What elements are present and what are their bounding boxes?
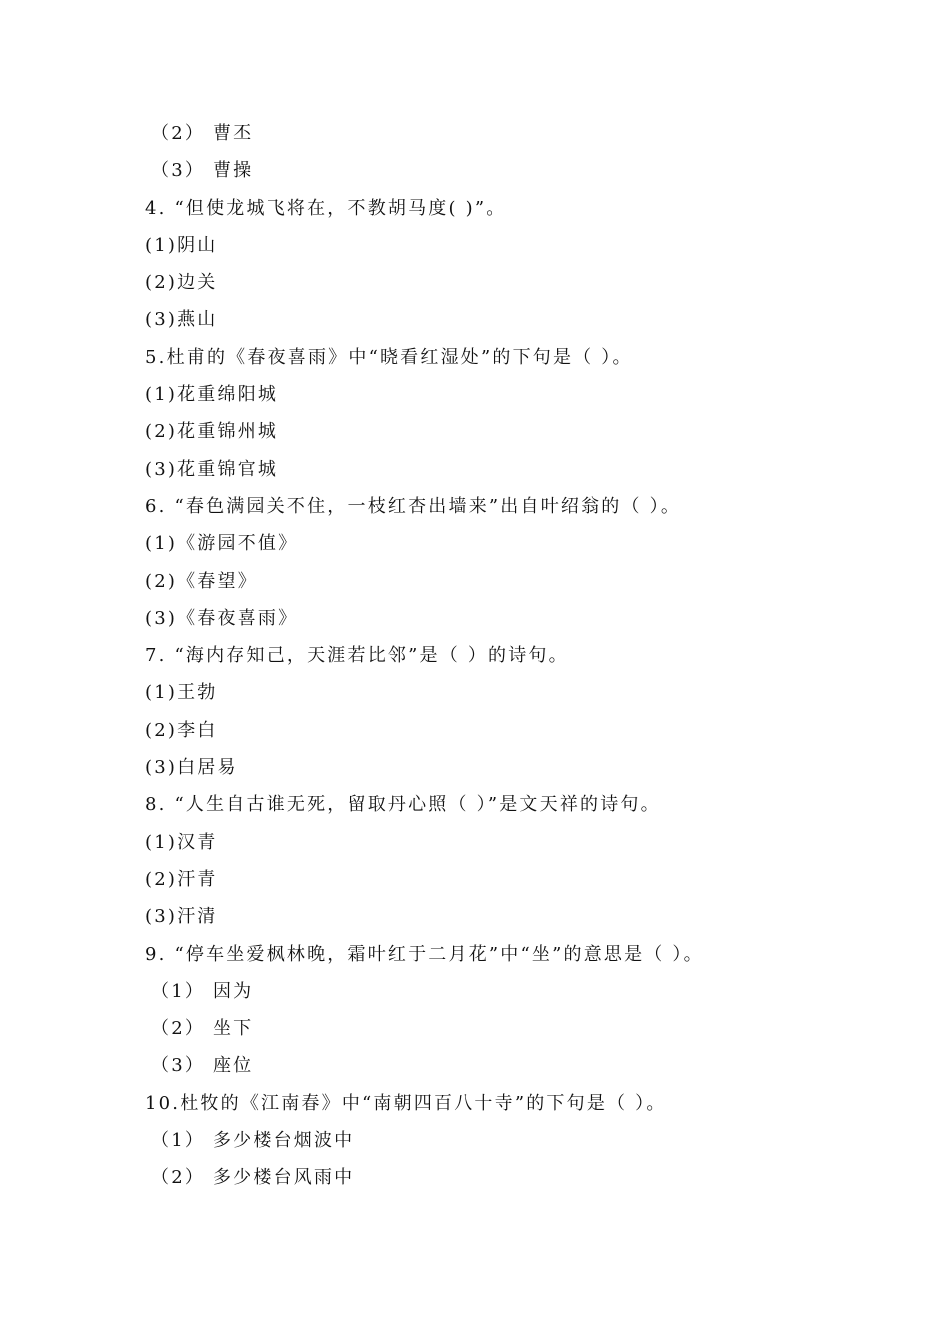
option-line: (3)白居易 [145, 757, 238, 779]
option-line: (2)花重锦州城 [145, 421, 279, 443]
question-line: 9. “停车坐爱枫林晚，霜叶红于二月花”中“坐”的意思是（ ）。 [145, 943, 704, 965]
option-line: (1)汉青 [145, 831, 218, 853]
option-line: (2)李白 [145, 719, 218, 741]
question-line: 4. “但使龙城飞将在，不教胡马度( )”。 [145, 197, 507, 219]
option-line: (1)花重绵阳城 [145, 384, 279, 406]
option-line: (1)阴山 [145, 234, 218, 256]
option-line: (1)《游园不值》 [145, 533, 299, 555]
option-line: （2） 曹丕 [151, 123, 254, 144]
option-line: (3)花重锦官城 [145, 458, 279, 480]
option-line: （2） 坐下 [151, 1018, 254, 1040]
option-line: (2)汗青 [145, 868, 218, 890]
option-line: (1)王勃 [145, 682, 218, 704]
option-line: （3） 曹操 [151, 160, 254, 182]
question-line: 10.杜牧的《江南春》中“南朝四百八十寺”的下句是（ ）。 [145, 1092, 667, 1114]
option-line: （2） 多少楼台风雨中 [151, 1167, 355, 1189]
text-body [145, 115, 865, 1197]
question-line: 7. “海内存知己，天涯若比邻”是（ ）的诗句。 [145, 645, 569, 667]
question-line: 5.杜甫的《春夜喜雨》中“晓看红湿处”的下句是（ ）。 [145, 346, 633, 368]
option-line: （3） 座位 [151, 1055, 254, 1077]
question-line: 6. “春色满园关不住，一枝红杏出墙来”出自叶绍翁的（ ）。 [145, 495, 682, 517]
option-line: （1） 多少楼台烟波中 [151, 1130, 355, 1152]
option-line: （1） 因为 [151, 980, 254, 1002]
option-line: (3)《春夜喜雨》 [145, 607, 299, 629]
option-line: (2)边关 [145, 272, 218, 294]
option-line: (3)燕山 [145, 309, 218, 331]
question-line: 8. “人生自古谁无死，留取丹心照（ ）”是文天祥的诗句。 [145, 794, 661, 816]
option-line: (3)汗清 [145, 906, 218, 928]
option-line: (2)《春望》 [145, 570, 258, 592]
